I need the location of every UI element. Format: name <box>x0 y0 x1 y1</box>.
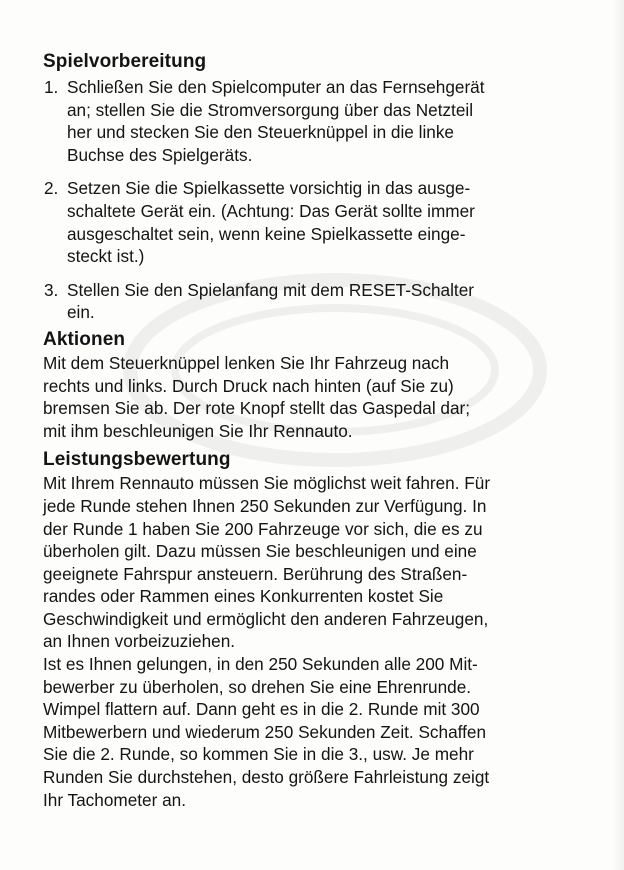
text-line: an Ihnen vorbeizuziehen. <box>43 631 236 652</box>
text-line: Ist es Ihnen gelungen, in den 250 Sekunden alle 200 Mit- <box>43 654 478 675</box>
setup-step-3 <box>43 279 584 324</box>
setup-step-1 <box>43 76 584 166</box>
section-aktionen <box>43 328 584 442</box>
text-line: steckt ist.) <box>67 246 145 267</box>
aktionen-paragraph <box>43 352 584 442</box>
text-line: geeignete Fahrspur ansteuern. Berührung des Straßen- <box>43 563 468 584</box>
text-line: schaltete Gerät ein. (Achtung: Das Gerät sollte immer <box>67 200 475 221</box>
step-number: 2. <box>44 178 59 199</box>
text-line: bremsen Sie ab. Der rote Knopf stellt das Gaspedal dar; <box>43 398 471 419</box>
text-line: jede Runde stehen Ihnen 250 Sekunden zur Verfügung. In <box>43 495 487 516</box>
leistung-paragraph <box>43 472 584 811</box>
heading-spielvorbereitung: Spielvorbereitung <box>43 51 207 72</box>
text-line: an; stellen Sie die Stromversorgung über das Netzteil <box>67 99 474 120</box>
text-line: Geschwindigkeit und ermöglicht den anderen Fahrzeugen, <box>43 608 489 629</box>
text-line: ausgeschaltet sein, wenn keine Spielkassette einge- <box>67 223 466 244</box>
text-line: Buchse des Spielgeräts. <box>67 144 253 165</box>
text-line: der Runde 1 haben Sie 200 Fahrzeuge vor sich, die es zu <box>43 518 483 539</box>
text-line: bewerber zu überholen, so drehen Sie eine Ehrenrunde. <box>43 676 472 697</box>
step-number: 1. <box>44 77 59 97</box>
text-line: überholen gilt. Dazu müssen Sie beschleunigen und eine <box>43 541 477 562</box>
text-line: Mit Ihrem Rennauto müssen Sie möglichst weit fahren. Für <box>43 473 491 494</box>
text-line: rechts und links. Durch Druck nach hinten (auf Sie zu) <box>43 375 454 396</box>
setup-steps-list <box>43 76 584 324</box>
text-line: Sie die 2. Runde, so kommen Sie in die 3., usw. Je mehr <box>43 744 474 765</box>
heading-aktionen: Aktionen <box>43 328 126 350</box>
text-line: Ihr Tachometer an. <box>43 789 186 810</box>
heading-leistungsbewertung: Leistungsbewertung <box>43 449 231 471</box>
text-line: mit ihm beschleunigen Sie Ihr Rennauto. <box>43 420 353 441</box>
text-line: ein. <box>67 302 95 323</box>
section-leistungsbewertung <box>43 448 584 811</box>
text-line: Stellen Sie den Spielanfang mit dem RESET-Schalter <box>67 279 474 300</box>
section-spielvorbereitung <box>43 50 584 324</box>
text-line: Mitbewerbern und wiederum 250 Sekunden Zeit. Schaffen <box>43 721 487 742</box>
text-line: Schließen Sie den Spielcomputer an das Fernsehgerät <box>67 77 485 97</box>
scan-edge-shadow <box>612 0 624 870</box>
step-number: 3. <box>44 279 59 300</box>
text-line: her und stecken Sie den Steuerknüppel in die linke <box>67 122 454 143</box>
text-line: Runden Sie durchstehen, desto größere Fahrleistung zeigt <box>43 767 490 788</box>
text-line: Setzen Sie die Spielkassette vorsichtig in das ausge- <box>67 178 471 199</box>
text-line: randes oder Rammen eines Konkurrenten kostet Sie <box>43 586 444 607</box>
text-line: Mit dem Steuerknüppel lenken Sie Ihr Fahrzeug nach <box>43 352 450 373</box>
setup-step-2 <box>43 177 584 267</box>
text-line: Wimpel flattern auf. Dann geht es in die 2. Runde mit 300 <box>43 699 480 720</box>
